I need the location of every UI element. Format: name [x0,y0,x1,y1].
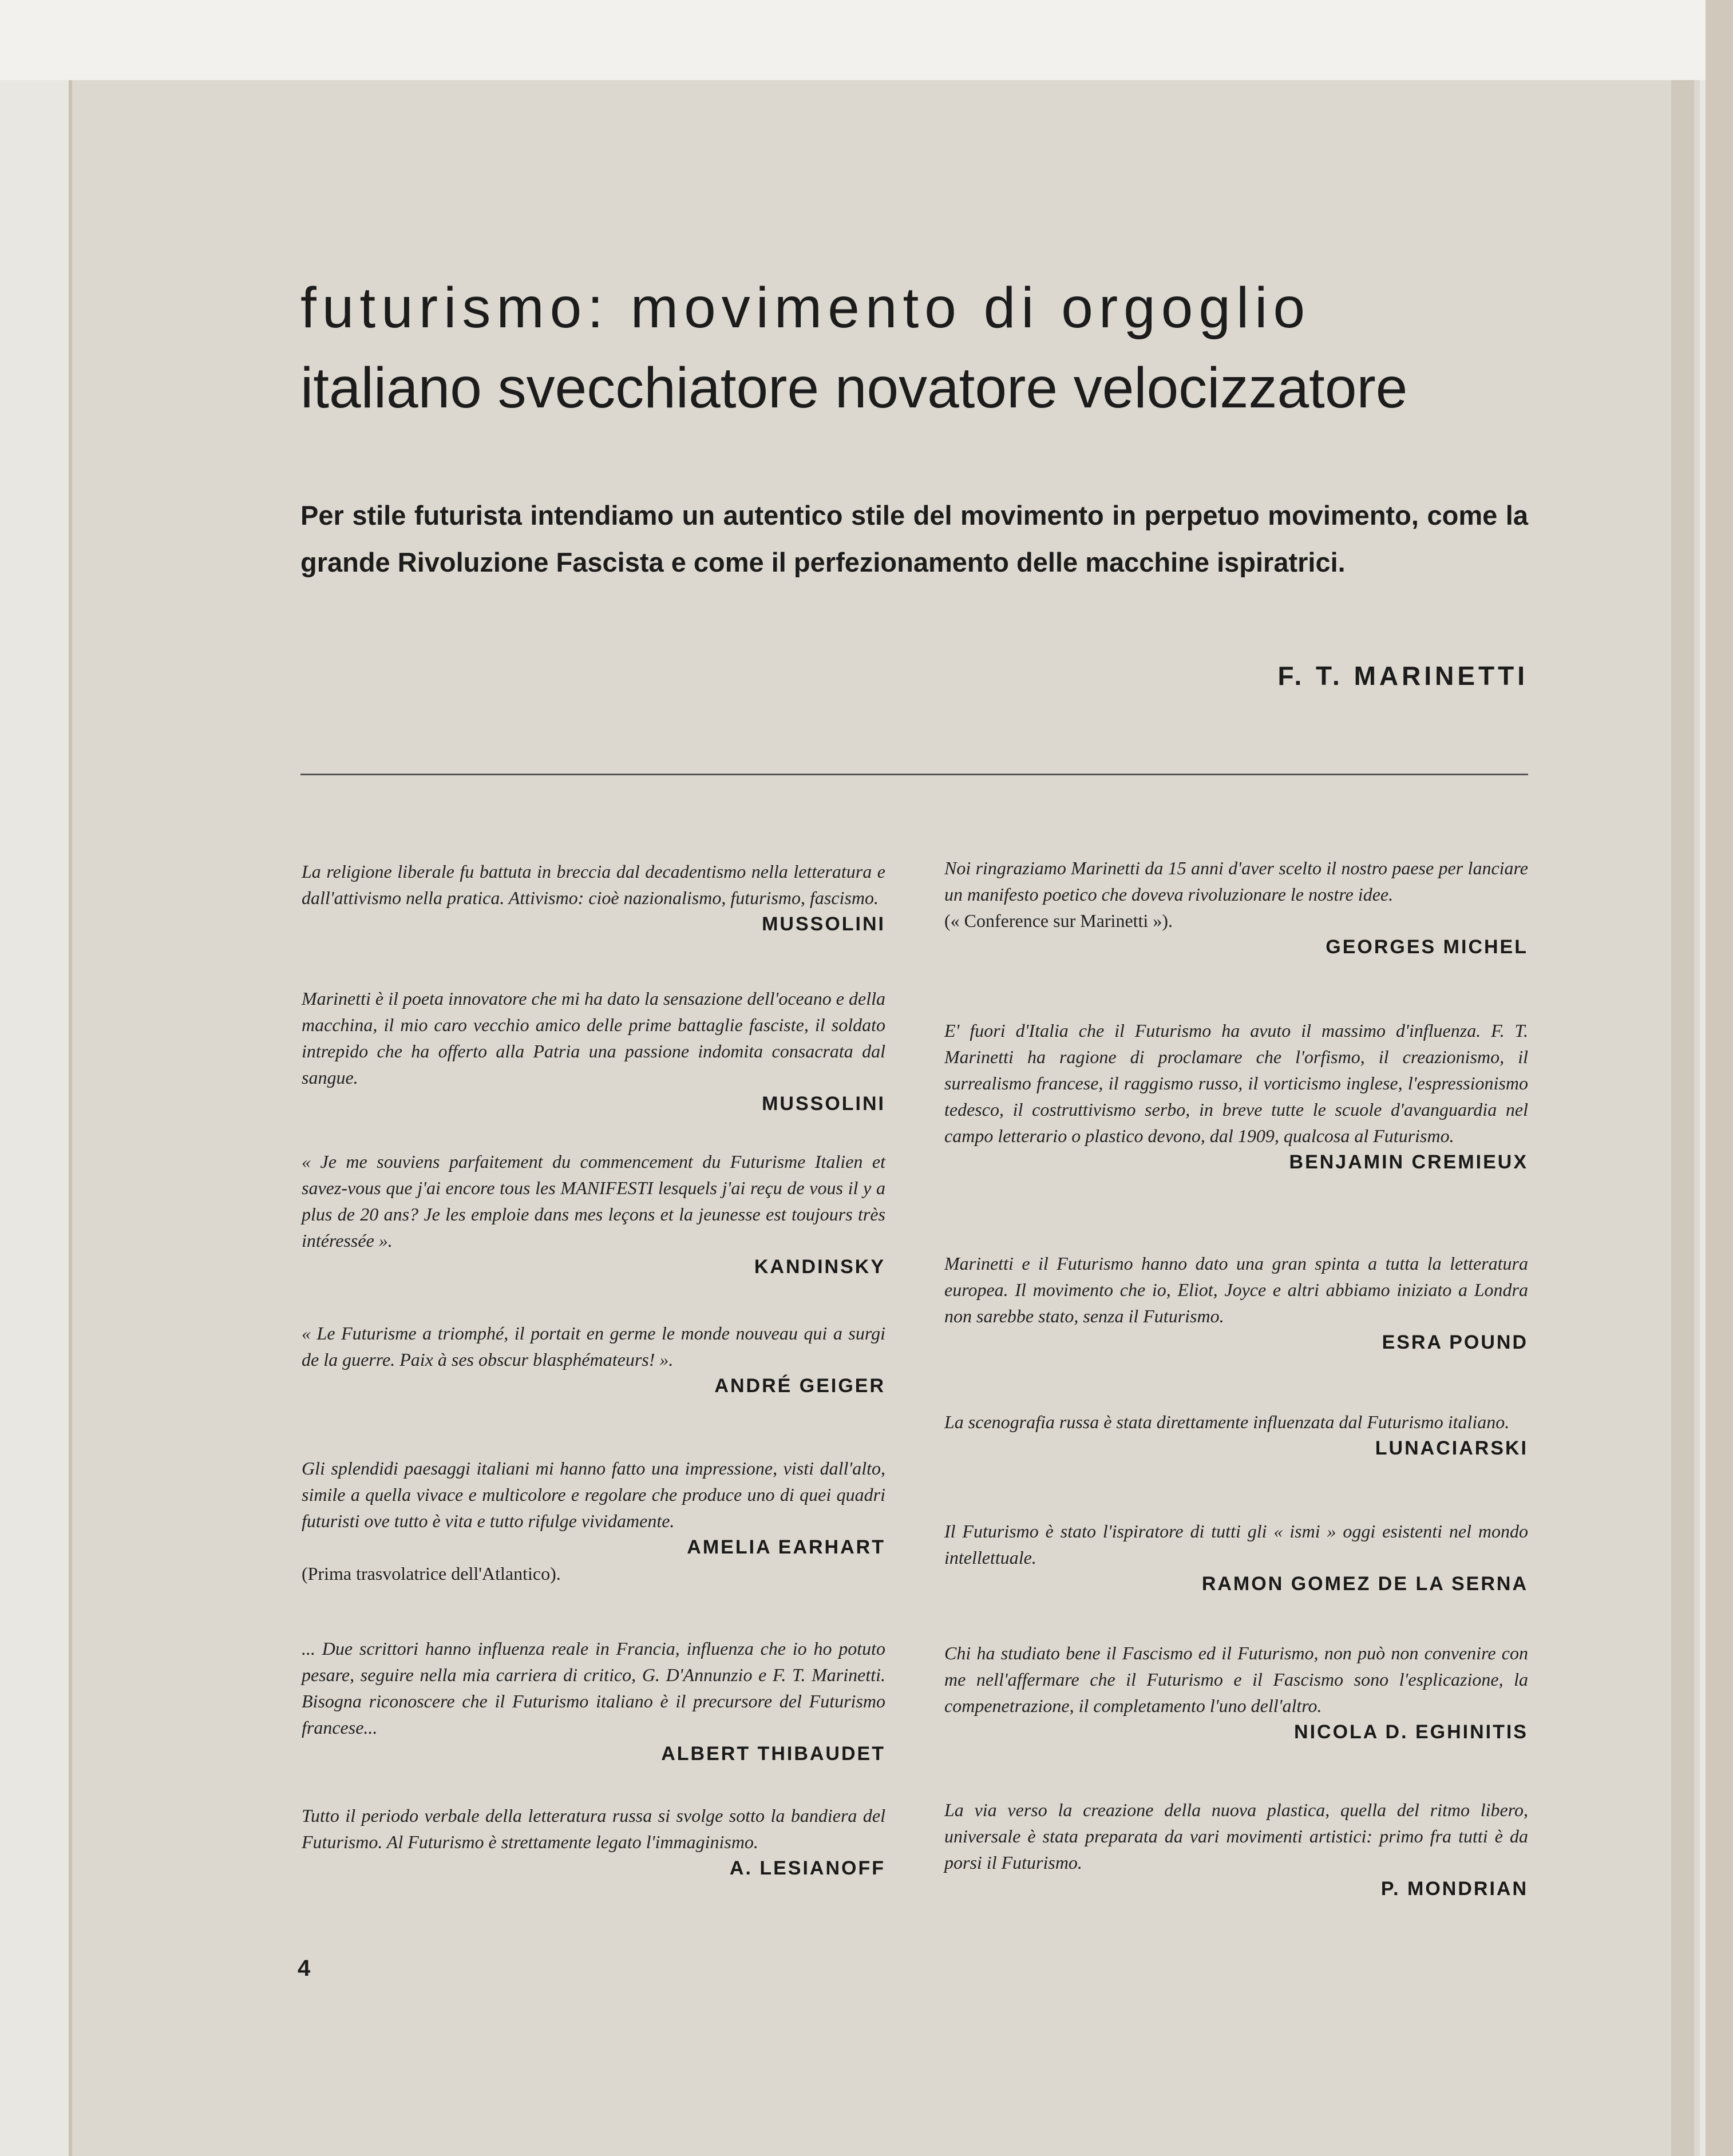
quote-text: ... Due scrittori hanno influenza reale in Francia, influenza che io ho potuto pesare, seguire nella mia carriera di critico, G. D'Annunzio e F. T. Marinetti. Bisogna riconoscere che il Futurismo italiano è il precursore del Futurismo francese... [302,1638,885,1738]
scan-background-top [0,0,1733,80]
quote-block [944,1797,1528,1902]
quote-text: « Le Futurisme a triomphé, il portait en germe le monde nouveau qui a surgi de la guerre. Paix à ses obscur blasphémateurs! ». [302,1323,885,1370]
quote-block [944,1017,1528,1175]
quote-author: P. MONDRIAN [1380,1878,1528,1900]
quote-author: ANDRÉ GEIGER [714,1375,885,1397]
quote-text: Noi ringraziamo Marinetti da 15 anni d'aver scelto il nostro paese per lanciare un manifesto poetico che doveva rivoluzionare le nostre idee. [944,858,1528,905]
quote-block [302,1148,885,1280]
quote-author: ESRA POUND [1382,1331,1528,1353]
quote-author: GEORGES MICHEL [1326,936,1528,958]
quote-block [302,1455,885,1584]
quote-text: La scenografia russa è stata direttamente influenzata dal Futurismo italiano. [944,1412,1510,1432]
quote-author: ALBERT THIBAUDET [661,1743,885,1765]
quote-text: Gli splendidi paesaggi italiani mi hanno fatto una impressione, visti dall'alto, simile a quella vivace e multicolore e regolare che produce uno di quei quadri futuristi ove tutto è vita e tutto rifulge vividamente. [302,1458,885,1531]
quote-text: Marinetti è il poeta innovatore che mi ha dato la sensazione dell'oceano e della macchina, il mio caro vecchio amico delle prime battaglie fasciste, il soldato intrepido che ha offerto alla Patria una passione indomita consacrata dal sangue. [302,988,885,1088]
quote-note: (Prima trasvolatrice dell'Atlantico). [302,1563,561,1584]
quote-author: AMELIA EARHART [687,1536,885,1558]
section-divider [300,774,1528,775]
quote-block [944,855,1528,960]
scan-background-right [1706,0,1733,2156]
quote-author: A. LESIANOFF [729,1857,885,1879]
quote-author: LUNACIARSKI [1375,1437,1528,1459]
quote-author: MUSSOLINI [762,1093,885,1115]
intro-paragraph: Per stile futurista intendiamo un autentico stile del movimento in perpetuo movimento, come la grande Rivoluzione Fascista e come il perfezionamento delle macchine ispiratrici. [300,500,1528,577]
quote-text: Chi ha studiato bene il Fascismo ed il Futurismo, non può non convenire con me nell'affermare che il Futurismo e il Fascismo sono l'esplicazione, la compenetrazione, il completamento l'uno dell'altro. [944,1643,1528,1716]
quote-author: BENJAMIN CREMIEUX [1289,1151,1528,1173]
quote-author: KANDINSKY [754,1256,885,1278]
quote-block [302,985,885,1117]
quote-author: NICOLA D. EGHINITIS [1294,1721,1528,1743]
quote-author-row [302,1534,885,1584]
quote-text: Marinetti e il Futurismo hanno dato una gran spinta a tutta la letteratura europea. Il movimento che io, Eliot, Joyce e altri abbiamo iniziato a Londra non sarebbe stato, senza il Futurismo. [944,1253,1528,1326]
quote-text: Il Futurismo è stato l'ispiratore di tutti gli « ismi » oggi esistenti nel mondo intellettuale. [944,1521,1528,1568]
quote-text: « Je me souviens parfaitement du commencement du Futurisme Italien et savez-vous que j'ai encore tous les MANIFESTI lesquels j'ai reçu de vous il y a plus de 20 ans? Je les emploie dans mes leçons et la jeunesse est toujours très intéressée ». [302,1151,885,1251]
quote-block [302,1802,885,1881]
quote-text: La religione liberale fu battuta in breccia dal decadentismo nella letteratura e dall'attivismo nella pratica. Attivismo: cioè nazionalismo, futurismo, fascismo. [302,861,885,908]
page-number: 4 [298,1956,311,1981]
intro-author: F. T. MARINETTI [1277,661,1528,691]
quote-text: E' fuori d'Italia che il Futurismo ha avuto il massimo d'influenza. F. T. Marinetti ha ragione di proclamare che l'orfismo, il creazionismo, il surrealismo francese, il raggismo russo, il vorticismo inglese, l'espressionismo tedesco, il costruttivismo serbo, in breve tutte le scuole d'avanguardia nel campo letterario o plastico devono, dal 1909, qualcosa al Futurismo. [944,1020,1528,1146]
quote-note: (« Conference sur Marinetti »). [944,910,1173,931]
quote-block [302,858,885,937]
quote-author: RAMON GOMEZ DE LA SERNA [1201,1573,1528,1595]
quote-block [944,1250,1528,1356]
headline [300,268,1531,428]
quote-block [302,1320,885,1399]
next-page-edge [1671,80,1694,2156]
headline-line-2: italiano svecchiatore novatore velocizzatore [300,356,1408,420]
quote-text: Tutto il periodo verbale della letteratura russa si svolge sotto la bandiera del Futurismo. Al Futurismo è strettamente legato l'immaginismo. [302,1805,885,1852]
quote-block [944,1640,1528,1745]
quote-block [944,1518,1528,1597]
quote-text: La via verso la creazione della nuova plastica, quella del ritmo libero, universale è stata preparata da vari movimenti artistici: primo fra tutti è da porsi il Futurismo. [944,1800,1528,1873]
quote-block [302,1635,885,1767]
headline-line-1: futurismo: movimento di orgoglio [300,276,1311,340]
quote-block [944,1409,1528,1461]
quote-author: MUSSOLINI [762,913,885,935]
